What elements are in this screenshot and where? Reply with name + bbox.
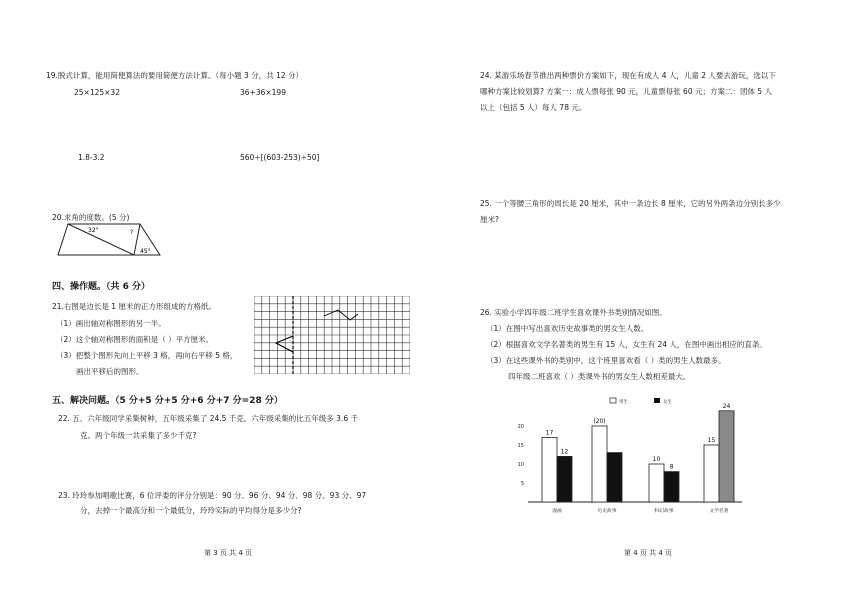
q19-item-3: 1.8-3.2 (78, 153, 105, 162)
q25-line-2: 厘米? (480, 215, 499, 224)
q21-line-2: （1）画出轴对称图形的另一半。 (56, 319, 166, 328)
q26-line-5: 四年级二班喜欢（ ）类课外书的男女生人数相差最大。 (508, 372, 691, 381)
q24-line-1: 24. 某游乐场春节推出两种票价方案如下，现在有成人 4 人，儿童 2 人要去游玩，选以下 (480, 71, 776, 80)
data-label-girls: 12 (560, 448, 569, 456)
q20-diagonal-line (68, 224, 134, 255)
right-page-footer: 第 4 页 共 4 页 (624, 549, 673, 557)
q22-line-2: 克。两个年级一共采集了多少千克? (80, 431, 197, 440)
q20-angle-c: 45° (140, 248, 151, 255)
data-label-boys: (20) (593, 418, 606, 425)
q20-angle-b: ? (130, 229, 134, 236)
q24-line-2: 哪种方案比较划算? 方案一：成人票每张 90 元，儿童票每张 60 元；方案二：团体 5 人 (480, 87, 773, 96)
chart-y-tick-label: 20 (517, 424, 524, 430)
bar-girls (607, 453, 622, 502)
left-page-footer: 第 3 页 共 4 页 (204, 549, 253, 557)
q26-line-1: 26. 实验小学四年级二班学生喜欢课外书类别情况如图。 (480, 308, 667, 317)
data-label-boys: 17 (545, 429, 554, 437)
q21-line-1: 21.右图是边长是 1 厘米的正方形组成的方格纸。 (52, 302, 216, 311)
q26-line-3: （2）根据喜欢文学名著类的男生有 15 人，女生有 24 人，在图中画出相应的直条。 (486, 340, 767, 349)
chart-y-tick-label: 15 (517, 443, 524, 449)
bar-boys (542, 437, 557, 502)
q23-line-1: 23. 玲玲参加唱歌比赛，6 位评委的评分分别是：90 分、96 分、94 分、98 分、93 分、97 (58, 491, 367, 500)
q21-grid-paper (254, 296, 410, 374)
legend-swatch-girls (654, 398, 660, 403)
data-label-girls: 8 (669, 463, 674, 471)
q20-angle-a: 32° (88, 227, 99, 234)
q26-line-4: （3）在这些课外书的类别中，这个班里喜欢看（ ）类的男生人数最多。 (486, 356, 726, 365)
category-label: 漫画 (552, 509, 562, 514)
q22-line-1: 22. 五、六年级同学采集树种，五年级采集了 24.5 千克，六年级采集的比五年级多 3.6 千 (58, 414, 358, 423)
q21-line-5: 画出平移后的图形。 (76, 367, 144, 376)
data-label-boys: 10 (652, 456, 661, 463)
q23-line-2: 分，去掉一个最高分和一个最低分，玲玲实际的平均得分是多少分? (80, 506, 302, 515)
q19-title: 19.脱式计算，能用简便算法的要用简便方法计算。（每小题 3 分，共 12 分） (46, 71, 304, 80)
chart-y-tick-label: 5 (520, 481, 524, 487)
category-label: 历史故事 (597, 509, 617, 514)
q25-line-1: 25. 一个等腰三角形的周长是 20 厘米，其中一条边长 8 厘米，它的另外两条边分别长多少 (480, 199, 781, 208)
q26-line-2: （1）在图中写出喜欢历史故事类的男女生人数。 (486, 324, 649, 333)
bar-girls (719, 411, 734, 502)
q19-item-2: 36+36×199 (240, 88, 286, 97)
bar-boys (649, 464, 664, 502)
q21-line-3: （2）这个轴对称图形的面积是（ ）平方厘米。 (56, 335, 214, 344)
data-label-boys: 15 (707, 437, 716, 444)
bar-girls (664, 472, 679, 502)
legend-swatch-boys (610, 398, 616, 403)
q21-line-4: （3）把整个图形先向上平移 3 格，再向右平移 5 格， (56, 351, 238, 360)
q26-bar-chart (506, 392, 756, 522)
chart-y-tick-label: 10 (517, 462, 524, 468)
section-4-heading: 四、操作题。（共 6 分） (52, 282, 151, 292)
q21-figure-half (276, 336, 293, 352)
legend-label-boys: 男生 (619, 400, 628, 405)
bar-boys (704, 445, 719, 502)
q19-item-1: 25×125×32 (74, 88, 120, 97)
bar-girls (557, 456, 572, 502)
category-label: 科幻故事 (654, 509, 674, 514)
q19-item-4: 560÷[(603-253)÷50] (240, 153, 320, 162)
bar-boys (592, 426, 607, 502)
legend-label-girls: 女生 (663, 400, 672, 405)
section-5-heading: 五、解决问题。（5 分+5 分+5 分+6 分+7 分=28 分） (52, 396, 283, 406)
q24-line-3: 以上（包括 5 人）每人 78 元。 (480, 103, 587, 112)
q20-trapezoid-figure (56, 222, 166, 258)
q20-title: 20.求角的度数。(5 分) (52, 213, 130, 222)
category-label: 文学名著 (709, 509, 729, 514)
data-label-girls: 24 (722, 402, 731, 410)
